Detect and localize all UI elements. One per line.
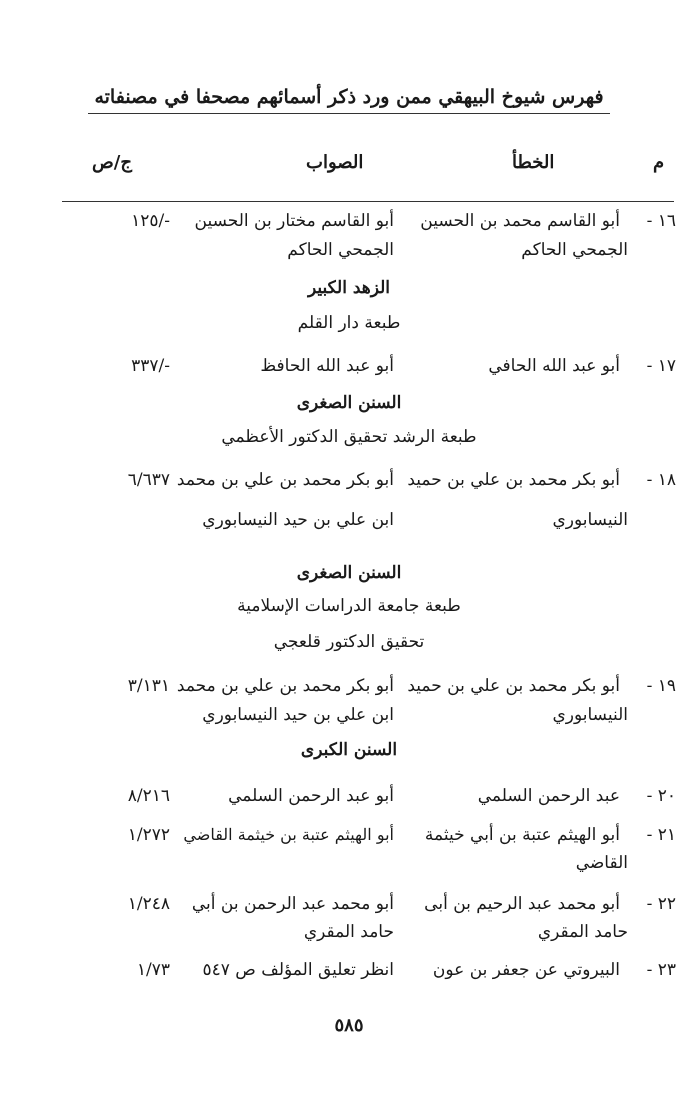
row-19-error-line2: النيسابوري — [552, 705, 628, 725]
row-18-error-line1: أبو بكر محمد بن علي بن حميد — [407, 470, 620, 490]
row-22-error-line2: حامد المقري — [537, 922, 628, 942]
section-title-kubra: السنن الكبرى — [300, 740, 398, 760]
row-18-ref: ٦/٦٣٧ — [127, 470, 170, 490]
row-20-error-line1: عبد الرحمن السلمي — [477, 786, 620, 806]
row-18-error-line2: النيسابوري — [552, 510, 628, 530]
row-18-correct-line2: ابن علي بن حيد النيسابوري — [202, 510, 394, 530]
row-22-number: ٢٢ - — [646, 894, 676, 914]
row-22-correct-line1: أبو محمد عبد الرحمن بن أبي — [191, 894, 394, 914]
running-head: فهرس شيوخ البيهقي ممن ورد ذكر أسمائهم مصحفا في مصنفاته — [94, 86, 604, 108]
row-20-correct-line1: أبو عبد الرحمن السلمي — [228, 786, 394, 806]
row-19-correct-line1: أبو بكر محمد بن علي بن محمد — [176, 676, 394, 696]
column-header-correct: الصواب — [306, 152, 364, 173]
row-20-ref: ٨/٢١٦ — [127, 786, 170, 806]
row-23-error-line1: البيروتي عن جعفر بن عون — [432, 960, 620, 980]
table-header-rule — [62, 201, 674, 202]
row-21-error-line1: أبو الهيثم عتبة بن أبي خيثمة — [424, 825, 620, 845]
section-title-sughra-jamia: السنن الصغرى — [296, 563, 402, 583]
row-17-number: ١٧ - — [646, 356, 676, 376]
row-16-number: ١٦ - — [646, 211, 676, 231]
row-23-number: ٢٣ - — [646, 960, 676, 980]
section-edition-zuhd: طبعة دار القلم — [297, 313, 401, 333]
row-16-correct-line2: الجمحي الحاكم — [287, 240, 394, 260]
row-19-number: ١٩ - — [646, 676, 676, 696]
row-16-error-line1: أبو القاسم محمد بن الحسين — [420, 211, 620, 231]
section-editor-sughra-jamia: تحقيق الدكتور قلعجي — [273, 632, 425, 652]
row-21-correct-line1: أبو الهيثم عتبة بن خيثمة القاضي — [183, 825, 394, 844]
row-22-correct-line2: حامد المقري — [303, 922, 394, 942]
row-18-correct-line1: أبو بكر محمد بن علي بن محمد — [176, 470, 394, 490]
section-edition-sughra-jamia: طبعة جامعة الدراسات الإسلامية — [237, 596, 461, 616]
row-16-correct-line1: أبو القاسم مختار بن الحسين — [194, 211, 394, 231]
section-title-sughra-rushd: السنن الصغرى — [296, 393, 402, 413]
row-16-error-line2: الجمحي الحاكم — [521, 240, 628, 260]
section-title-zuhd: الزهد الكبير — [307, 278, 391, 298]
row-21-ref: ١/٢٧٢ — [127, 825, 170, 845]
row-21-error-line2: القاضي — [575, 853, 628, 873]
column-header-number: م — [653, 152, 665, 173]
row-20-number: ٢٠ - — [646, 786, 676, 806]
row-22-error-line1: أبو محمد عبد الرحيم بن أبى — [424, 894, 620, 914]
row-16-ref: -/١٢٥ — [131, 211, 170, 231]
row-17-correct-line1: أبو عبد الله الحافظ — [260, 356, 394, 376]
row-19-error-line1: أبو بكر محمد بن علي بن حميد — [407, 676, 620, 696]
row-19-ref: ٣/١٣١ — [127, 676, 170, 696]
row-23-ref: ١/٧٣ — [136, 960, 170, 980]
section-edition-sughra-rushd: طبعة الرشد تحقيق الدكتور الأعظمي — [221, 427, 477, 447]
row-17-error-line1: أبو عبد الله الحافي — [488, 356, 620, 376]
row-23-correct-line1: انظر تعليق المؤلف ص ٥٤٧ — [202, 960, 394, 980]
row-18-number: ١٨ - — [646, 470, 676, 490]
row-22-ref: ١/٢٤٨ — [127, 894, 170, 914]
page-number: ٥٨٥ — [334, 1015, 364, 1036]
row-17-ref: -/٣٣٧ — [131, 356, 170, 376]
header-rule — [88, 113, 610, 114]
row-19-correct-line2: ابن علي بن حيد النيسابوري — [202, 705, 394, 725]
column-header-ref: ج/ص — [92, 152, 132, 173]
row-21-number: ٢١ - — [646, 825, 676, 845]
column-header-error: الخطأ — [512, 152, 555, 173]
